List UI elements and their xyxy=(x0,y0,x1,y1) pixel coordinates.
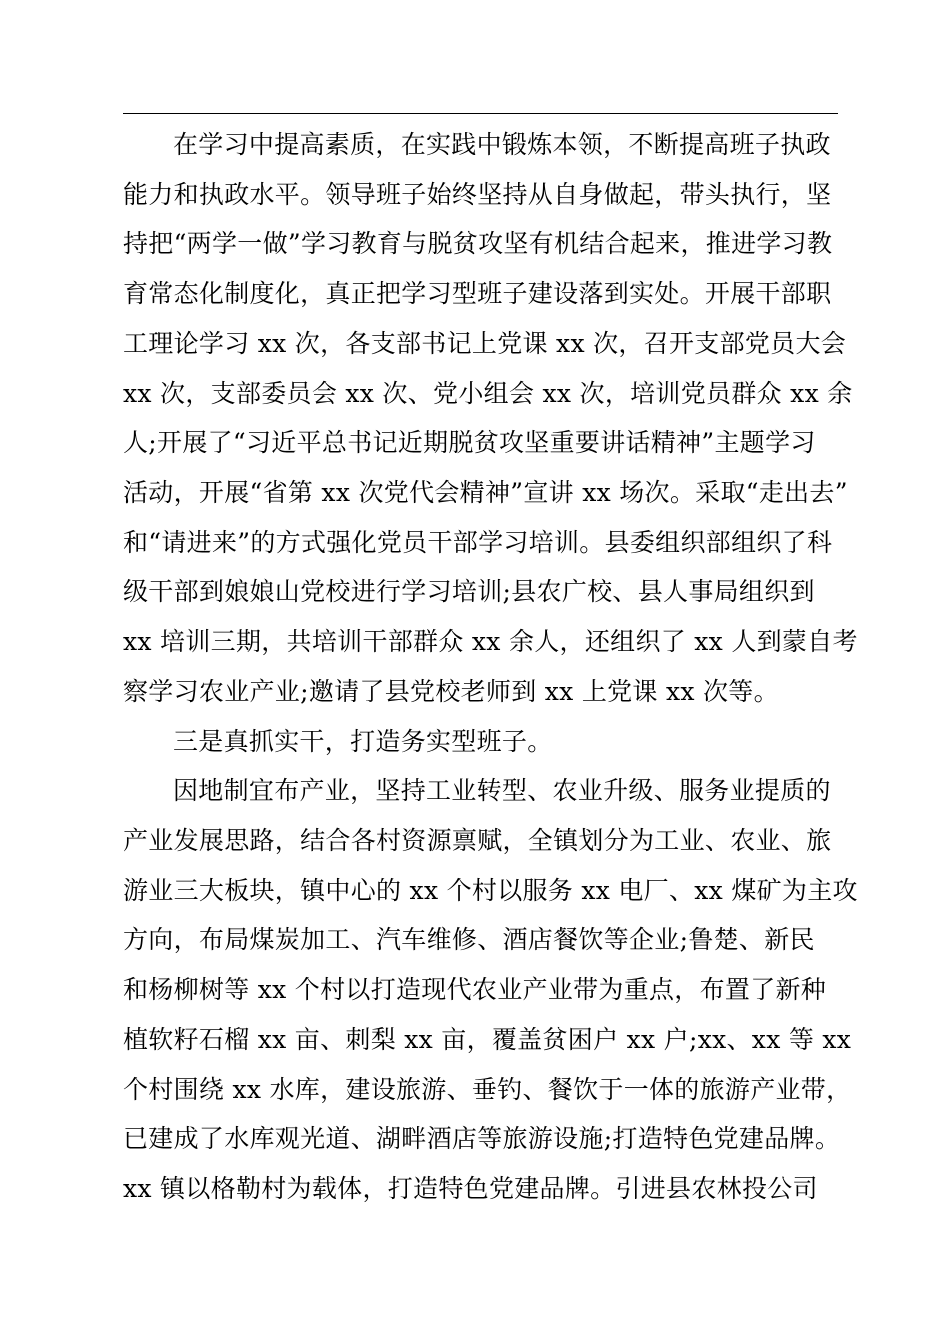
text-line: xx 次，支部委员会 xx 次、党小组会 xx 次，培训党员群众 xx 余 xyxy=(123,379,853,408)
text-line: 人;开展了“习近平总书记近期脱贫攻坚重要讲话精神”主题学习 xyxy=(123,428,816,457)
text-line: 植软籽石榴 xx 亩、刺梨 xx 亩，覆盖贫困户 xx 户;xx、xx 等 xx xyxy=(123,1025,852,1054)
text-line: 工理论学习 xx 次，各支部书记上党课 xx 次，召开支部党员大会 xyxy=(123,329,847,358)
text-line: 持把“两学一做”学习教育与脱贫攻坚有机结合起来，推进学习教 xyxy=(123,229,833,258)
text-line: xx 培训三期，共培训干部群众 xx 余人，还组织了 xx 人到蒙自考 xyxy=(123,627,858,656)
text-line: 察学习农业产业;邀请了县党校老师到 xx 上党课 xx 次等。 xyxy=(123,677,779,706)
text-line: 级干部到娘娘山党校进行学习培训;县农广校、县人事局组织到 xyxy=(123,577,815,606)
text-line: 活动，开展“省第 xx 次党代会精神”宣讲 xx 场次。采取“走出去” xyxy=(123,478,848,507)
text-line: 育常态化制度化，真正把学习型班子建设落到实处。开展干部职 xyxy=(123,279,832,308)
text-line: 因地制宜布产业，坚持工业转型、农业升级、服务业提质的 xyxy=(173,776,831,805)
text-line: 游业三大板块，镇中心的 xx 个村以服务 xx 电厂、xx 煤矿为主攻 xyxy=(123,876,858,905)
text-line: 方向，布局煤炭加工、汽车维修、酒店餐饮等企业;鲁楚、新民 xyxy=(123,925,815,954)
text-line: 已建成了水库观光道、湖畔酒店等旅游设施;打造特色党建品牌。 xyxy=(123,1124,841,1153)
text-line: xx 镇以格勒村为载体，打造特色党建品牌。引进县农林投公司 xyxy=(123,1174,818,1203)
text-line: 和杨柳树等 xx 个村以打造现代农业产业带为重点，布置了新种 xyxy=(123,975,827,1004)
text-line: 能力和执政水平。领导班子始终坚持从自身做起，带头执行，坚 xyxy=(123,180,832,209)
text-line: 产业发展思路，结合各村资源禀赋，全镇划分为工业、农业、旅 xyxy=(123,826,832,855)
header-rule xyxy=(123,113,838,114)
text-line: 和“请进来”的方式强化党员干部学习培训。县委组织部组织了科 xyxy=(123,528,833,557)
section-heading: 三是真抓实干，打造务实型班子。 xyxy=(173,727,553,756)
text-line: 在学习中提高素质，在实践中锻炼本领，不断提高班子执政 xyxy=(173,130,831,159)
text-line: 个村围绕 xx 水库，建设旅游、垂钓、餐饮于一体的旅游产业带， xyxy=(123,1075,852,1104)
